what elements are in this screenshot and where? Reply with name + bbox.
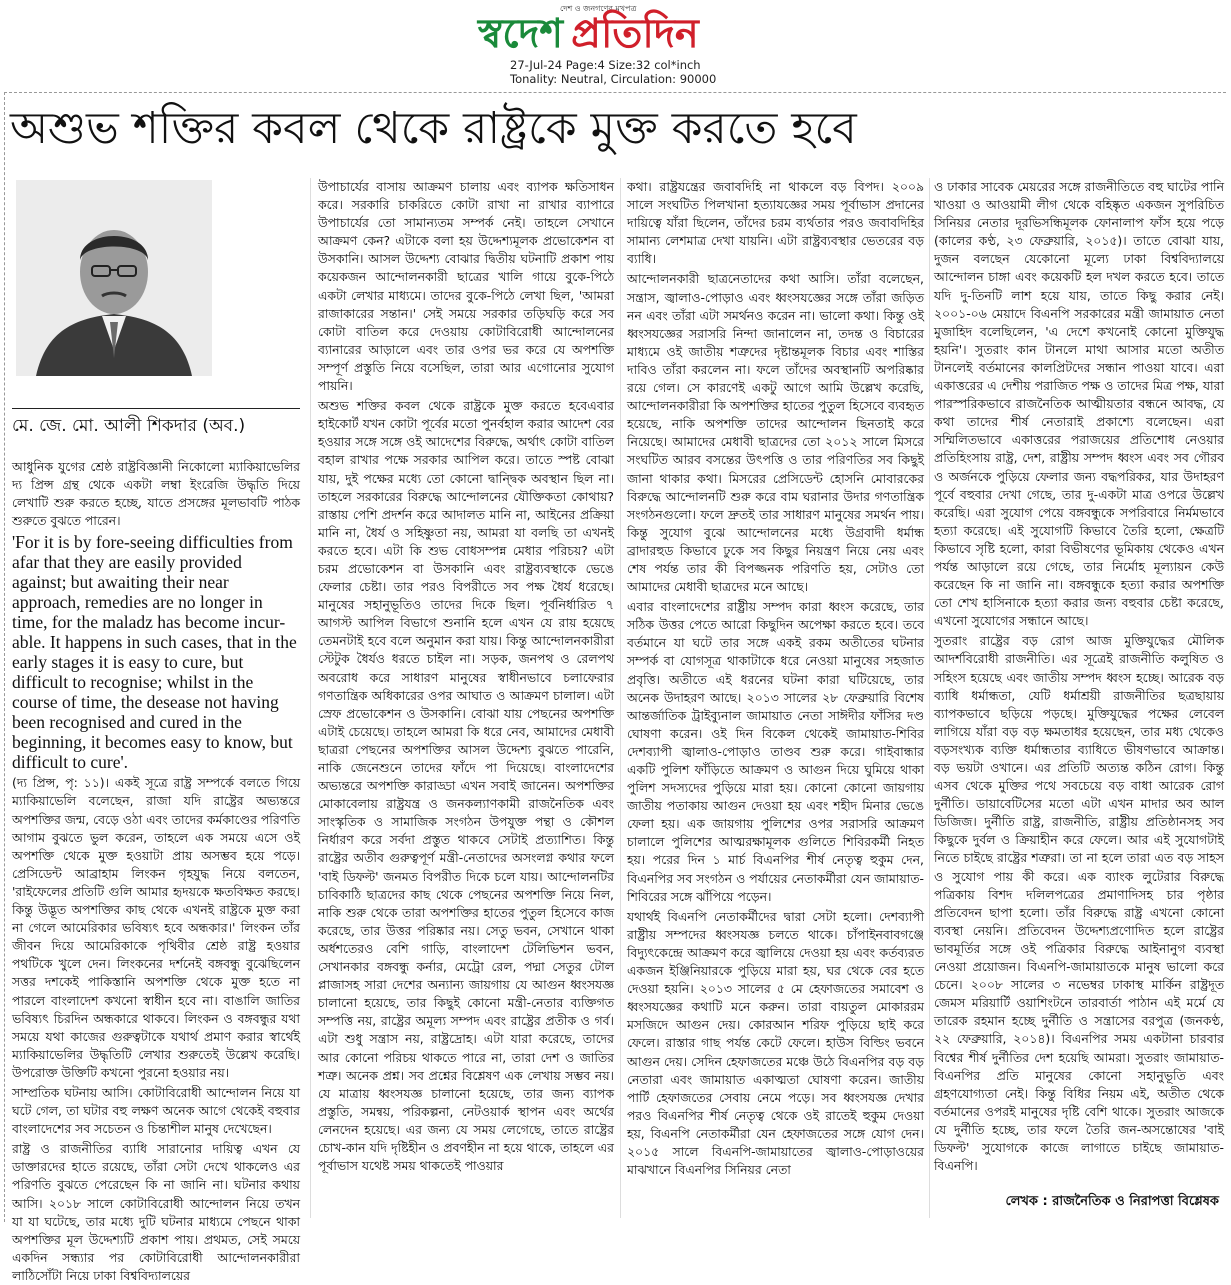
article-column-4 bbox=[934, 178, 1224, 1182]
article-byline: মে. জে. মো. আলী শিকদার (অব.) bbox=[12, 416, 246, 436]
column-3-paragraph: কথা। রাষ্ট্রযন্ত্রের জবাবদিহি না থাকলে বড় বিপদ। ২০০৯ সালে সংঘটিত পিলখানা হত্যাযজ্ঞের সময় পূর্বাভাস প্রদানের দায়িত্বে যাঁরা ছিলেন, তাঁদের চরম ব্যর্থতার পরও জবাবদিহির সামান্য লেশমাত্র দেখা যায়নি। এটা রাষ্ট্রব্যবস্থার ভেতরের বড় ব্যাধি। bbox=[627, 179, 924, 267]
author-credit: লেখক : রাজনৈতিক ও নিরাপত্তা বিশ্লেষক bbox=[1005, 1194, 1219, 1209]
column-1-paragraph: আধুনিক যুগের শ্রেষ্ঠ রাষ্ট্রবিজ্ঞানী নিকোলো ম্যাকিয়াভেলির দ্য প্রিন্স গ্রন্থ থেকে একটা লম্বা ইংরেজি উদ্ধৃতি দিয়ে লেখাটি শুরু করতে হচ্ছে, যাতে প্রসঙ্গের মূলভাবটি পাঠক শুরুতে বুঝতে পারেন। bbox=[12, 459, 300, 529]
column-1-paragraph: রাষ্ট্র ও রাজনীতির ব্যাধি সারানোর দায়িত্ব এখন যে ডাক্তারদের হাতে রয়েছে, তাঁরা সেটা দেখে থাকলেও এর পরিণতি বুঝতে পেরেছেন কি না জানি না। ঘটনার কথায় আসি। ২০১৮ সালে কোটাবিরোধী আন্দোলন নিয়ে তখন যা যা ঘটেছে, তার মধ্যে দুটি ঘটনার মাধ্যমে পেছনে থাকা অপশক্তির মূল উদ্দেশ্যটি প্রকাশ পায়। প্রথমত, সেই সময়ে একদিন সন্ধ্যার পর কোটাবিরোধী আন্দোলনকারীরা লাঠিসোঁটা নিয়ে ঢাকা বিশ্ববিদ্যালয়ের bbox=[12, 1141, 300, 1283]
clipping-meta bbox=[510, 58, 716, 86]
column-3-paragraph: যথার্থই বিএনপি নেতাকর্মীদের দ্বারা সেটা হলো। দেশব্যাপী রাষ্ট্রীয় সম্পদের ধ্বংসযজ্ঞ চলতে থাকে। চাঁপাইনবাবগঞ্জে বিদ্যুৎকেন্দ্রে আক্রমণ করে জ্বালিয়ে দেওয়া হয় এবং কর্তব্যরত একজন ইঞ্জিনিয়ারকে পুড়িয়ে মারা হয়, ঘর থেকে বের হতে দেওয়া হয়নি। ২০১৩ সালের ৫ মে হেফাজতের সমাবেশ ও ধ্বংসযজ্ঞের কথাটি মনে করুন। তারা বায়তুল মোকাররম মসজিদে আগুন দেয়। কোরআন শরিফ পুড়িয়ে ছাই করে ফেলে। রাস্তার গাছ পর্যন্ত কেটে ফেলে। হাউস বিল্ডিং ভবনে আগুন দেয়। সেদিন হেফাজতের মঞ্চে উঠে বিএনপির বড় বড় নেতারা এবং জামায়াত একাত্মতা ঘোষণা করেন। জাতীয় পার্টি হেফাজতের সেবায় নেমে পড়ে। সব ধ্বংসযজ্ঞ দেখার পরও বিএনপির শীর্ষ নেতৃত্ব থেকে ওই রাতেই হুকুম দেওয়া হয়, বিএনপি নেতাকর্মীরা যেন হেফাজতের সঙ্গে যোগ দেন। ২০১৫ সালে বিএনপি-জামায়াতের জ্বালাও-পোড়াওয়ের মাঝখানে বিএনপির সিনিয়র নেতা bbox=[627, 908, 924, 1178]
clipping-meta-line-1: 27-Jul-24 Page:4 Size:32 col*inch bbox=[510, 58, 701, 72]
column-divider bbox=[929, 178, 930, 1218]
article-column-3 bbox=[627, 178, 924, 1220]
english-quote: 'For it is by fore-seeing difficulties from afar that they are easily provided against; but awaiting their near approach, remedies are no longer in time, for the maladz has become incur-able. It happens in such cases, that in the early stages it is easy to cure, but difficult to recognise; whilst in the course of time, the desease not having been recognised and cured in the beginning, it becomes easy to know, but difficult to cure'. bbox=[12, 532, 297, 773]
column-1-paragraph: (দ্য প্রিন্স, পৃ: ১১)। একই সূত্রে রাষ্ট্র সম্পর্কে বলতে গিয়ে ম্যাকিয়াভেলি বলেছেন, রাজা যদি রাষ্ট্রের অভ্যন্তরে অপশক্তির জন্ম, বেড়ে ওঠা এবং তাদের কর্মকাণ্ডের পরিণতি আগাম বুঝতে ভুল করেন, তাহলে এক সময়ে এসে ওই অপশক্তি থেকে মুক্ত হওয়াটা প্রায় অসম্ভব হয়ে পড়ে। প্রেসিডেন্ট আব্রাহাম লিংকন গৃহযুদ্ধ নিয়ে বলতেন, 'রাইফেলের প্রতিটি গুলি আমার হৃদয়কে ক্ষতবিক্ষত করছে। কিন্তু উদ্ভূত অপশক্তির কাছ থেকে এখনই রাষ্ট্রকে মুক্ত করা না গেলে আমেরিকার ভবিষ্যৎ হবে অন্ধকার।' লিংকন তাঁর জীবন দিয়ে আমেরিকাকে পৃথিবীর শ্রেষ্ঠ রাষ্ট্র হওয়ার পথটিকে খুলে দেন। লিংকনের দর্শনেই বঙ্গবন্ধু বুঝেছিলেন সত্তর দশকেই পাকিস্তানি অপশক্তি থেকে মুক্ত হতে না পারলে বাংলাদেশ কখনো স্বাধীন হবে না। বাঙালি জাতির ভবিষ্যৎ চিরদিন অন্ধকারে থাকবে। লিংকন ও বঙ্গবন্ধুর যথা সময়ে যথা কাজের গুরুত্বটাকে যথার্থ প্রমাণ করার স্বার্থেই ম্যাকিয়াভেলির উদ্ধৃতিটি লেখার শুরুতেই উল্লেখ করেছি। উপরোক্ত উক্তিটি কখনো পুরনো হওয়ার নয়। bbox=[12, 775, 300, 1080]
column-1-paragraph: সাম্প্রতিক ঘটনায় আসি। কোটাবিরোধী আন্দোলন নিয়ে যা ঘটে গেল, তা ঘটার বহু লক্ষণ অনেক আগে থেকেই বহুবার বাংলাদেশের সব সচেতন ও চিন্তাশীল মানুষ দেখেছেন। bbox=[12, 1084, 300, 1137]
column-2-paragraph: অশুভ শক্তির কবল থেকে রাষ্ট্রকে মুক্ত করতে হবেএবার হাইকোর্ট যখন কোটা পূর্বের মতো পুনর্বহাল করার আদেশ বের হওয়ার সঙ্গে সঙ্গে ওই আদেশের বিরুদ্ধে, অর্থাৎ কোটা বাতিল বহাল রাখার পক্ষে সরকার আপিল করে। তাতে স্পষ্ট বোঝা যায়, দুই পক্ষের মধ্যে তো কোনো দ্বান্দ্বিক অবস্থান ছিল না। তাহলে সরকারের বিরুদ্ধে আন্দোলনের যৌক্তিকতা কোথায়? রাস্তায় পেশি প্রদর্শন করে আদালত মানি না, আইনের প্রক্রিয়া মানি না, ধৈর্য ও সহিষ্ণুতা নয়, আমরা যা বলছি তা এখনই করতে হবে। এটা কি শুভ বোধসম্পন্ন মেধার পরিচয়? এটা চরম প্রভোকেশন বা উসকানি এবং রাষ্ট্রব্যবস্থাকে ভেঙে ফেলার চেষ্টা। তার পরও বিপরীতে সব পক্ষ ধৈর্য ধরেছে। মানুষের সহানুভূতিও তাদের দিকে ছিল। পূর্বনির্ধারিত ৭ আগস্ট আপিল বিভাগে শুনানি হলে এখন যে রায় হয়েছে তেমনটাই হবে বলে অনুমান করা যায়। কিন্তু আন্দোলনকারীরা স্টেটুক ধৈর্যও ধরতে চাইল না। সড়ক, জনপথ ও রেলপথ অবরোধ করে সাধারণ মানুষের স্বাধীনভাবে চলাফেরার গণতান্ত্রিক অধিকারের ওপর আঘাত ও আক্রমণ চালাল। এটা স্রেফ প্রভোকেশন ও উসকানি। বোঝা যায় পেছনের অপশক্তি এটাই চেয়েছে। তাহলে আমরা কি ধরে নেব, আমাদের মেধাবী ছাত্ররা পেছনের অপশক্তির আসল উদ্দেশ্য বুঝতে পারেনি, নাকি জেনেশুনে তাদের ফাঁদে পা দিয়েছে। বাংলাদেশের অভ্যন্তরে অপশক্তি কারাড্ডা এখন সবাই জানেন। অপশক্তির মোকাবেলায় রাষ্ট্রযন্ত্র ও জনকল্যাণকামী রাজনৈতিক এবং সাংস্কৃতিক ও সামাজিক সংগঠন উপযুক্ত পন্থা ও কৌশল নির্ধারণ করে সর্বদা প্রস্তুত থাকবে সেটাই প্রত্যাশিত। কিন্তু রাষ্ট্রের অতীব গুরুত্বপূর্ণ মন্ত্রী-নেতাদের অসংলগ্ন কথার ফলে 'বাই ডিফল্ট' জনমত বিপরীত দিকে চলে যায়। আন্দোলনটির চাবিকাঠি ছাত্রদের কাছ থেকে পেছনের অপশক্তি নিয়ে নিল, নাকি শুরু থেকে তারা অপশক্তির হাতের পুতুল হিসেবে কাজ করেছে, তার উত্তর পরিষ্কার নয়। সেতু ভবন, সেখানে থাকা অর্ধশতেরও বেশি গাড়ি, বাংলাদেশ টেলিভিশন ভবন, সেখানকার বঙ্গবন্ধু কর্নার, মেট্রো রেল, পদ্মা সেতুর টোল প্লাজাসহ সারা দেশের অন্যান্য জায়গায় যে আগুন ধ্বংসযজ্ঞ চালানো হয়েছে, তার কিছুই কোনো মন্ত্রী-নেতার ব্যক্তিগত সম্পত্তি নয়, রাষ্ট্রের অমূল্য সম্পদ এবং রাষ্ট্রের প্রতীক ও গর্ব। এটা শুধু সন্ত্রাস নয়, রাষ্ট্রদ্রোহ। এটা যারা করেছে, তাদের আর কোনো পরিচয় থাকতে পারে না, তারা দেশ ও জাতির শত্রু। অনেক প্রশ্ন। সব প্রশ্নের বিশ্লেষণ এক লেখায় সম্ভব নয়। যে মাত্রায় ধ্বংসযজ্ঞ চালানো হয়েছে, তার জন্য ব্যাপক প্রস্তুতি, সমন্বয়, পরিকল্পনা, নেটওয়ার্ক স্থাপন এবং অর্থের লেনদেন হয়েছে। এর জন্য যে সময় লেগেছে, তাতে রাষ্ট্রের চোখ-কান যদি দৃষ্টিহীন ও প্রবণহীন না হয়ে থাকে, তাহলে এর পূর্বাভাস যথেষ্ট সময় থাকতেই পাওয়ার bbox=[318, 398, 614, 1174]
column-3-paragraph: এবার বাংলাদেশের রাষ্ট্রীয় সম্পদ কারা ধ্বংস করেছে, তার সঠিক উত্তর পেতে আরো কিছুদিন অপেক্ষা করতে হবে। তবে বর্তমানে যা ঘটে তার সঙ্গে একই রকম অতীতের ঘটনার সম্পর্ক বা যোগসূত্র থাকাটাকে ধরে নেওয়া মানুষের সহজাত প্রবৃত্তি। অতীতে এই ধরনের ঘটনা কারা ঘটিয়েছে, তার অনেক উদাহরণ আছে। ২০১৩ সালের ২৮ ফেব্রুয়ারি বিশেষ আন্তর্জাতিক ট্রাইব্যুনাল জামায়াত নেতা সাঈদীর ফাঁসির দণ্ড ঘোষণা করেন। ওই দিন বিকেল থেকেই জামায়াত-শিবির দেশব্যাপী জ্বালাও-পোড়াও তাণ্ডব শুরু করে। গাইবান্ধার একটি পুলিশ ফাঁড়িতে আক্রমণ ও আগুন দিয়ে ঘুমিয়ে থাকা পুলিশ সদস্যদের পুড়িয়ে মারা হয়। কোনো কোনো জায়গায় জাতীয় পতাকায় আগুন দেওয়া হয় এবং শহীদ মিনার ভেঙে ফেলা হয়। এক জায়গায় পুলিশের ওপর সরাসরি আক্রমণ চালালে পুলিশের আত্মরক্ষামূলক গুলিতে শিবিরকর্মী নিহত হয়। পরের দিন ১ মার্চ বিএনপির শীর্ষ নেতৃত্ব হুকুম দেন, বিএনপির সব সংগঠন ও পর্যায়ের নেতাকর্মীরা যেন জামায়াত-শিবিরের সঙ্গে ঝাঁপিয়ে পড়েন। bbox=[627, 599, 924, 904]
author-portrait bbox=[16, 180, 212, 376]
clipping-edge-top bbox=[4, 92, 1226, 93]
column-3-paragraph: আন্দোলনকারী ছাত্রনেতাদের কথা আসি। তাঁরা বলেছেন, সন্ত্রাস, জ্বালাও-পোড়াও এবং ধ্বংসযজ্ঞের সঙ্গে তাঁরা জড়িত নন এবং তাঁরা এটা সমর্থনও করেন না। ভালো কথা। কিন্তু ওই ধ্বংসযজ্ঞের সরাসরি নিন্দা জানালেন না, তদন্ত ও বিচারের মাধ্যমে ওই জাতীয় শত্রুদের দৃষ্টান্তমূলক বিচার এবং শাস্তির দাবিও তাঁরা করলেন না। ফলে তাঁদের অবস্থানটি অপরিষ্কার রয়ে গেল। সে কারণেই একটু আগে আমি উল্লেখ করেছি, আন্দোলনকারীরা কি অপশক্তির হাতের পুতুল হিসেবে ব্যবহৃত হয়েছে, নাকি অপশক্তি তাদের আন্দোলন ছিনতাই করে নিয়েছে। আমাদের মেধাবী ছাত্রদের তো ২০১২ সালে মিসরে সংঘটিত আরব বসন্তের উৎপত্তি ও তার পরিণতির সব কিছুই জানা থাকার কথা। মিসরের প্রেসিডেন্ট হোসনি মোবারকের বিরুদ্ধে আন্দোলনটি শুরু করে বাম ঘরানার উদার গণতান্ত্রিক সংগঠনগুলো। ফলে দ্রুতই তার সাধারণ মানুষের সমর্থন পায়। কিন্তু সুযোগ বুঝে আন্দোলনের মধ্যে উগ্রবাদী ধর্মান্ধ ব্রাদারহুড কিভাবে ঢুকে সব কিছুর নিয়ন্ত্রণ নিয়ে নেয় এবং শেষ পর্যন্ত তার কী বিপজ্জনক পরিণতি হয়, সেটাও তো আমাদের মেধাবী ছাত্রদের মনে আছে। bbox=[627, 271, 924, 595]
article-column-2 bbox=[318, 178, 614, 1220]
masthead-tagline: দেশ ও জনগণের মুখপত্র bbox=[560, 4, 637, 13]
article-headline: অশুভ শক্তির কবল থেকে রাষ্ট্রকে মুক্ত করতে হবে bbox=[10, 103, 857, 154]
logo-part-2: প্রতিদিন bbox=[571, 10, 699, 57]
column-divider bbox=[620, 178, 621, 1218]
masthead bbox=[0, 0, 1231, 92]
portrait-illustration bbox=[16, 180, 212, 376]
byline-rule bbox=[12, 408, 300, 409]
article-column-1 bbox=[12, 458, 300, 1283]
newspaper-logo bbox=[478, 10, 758, 58]
clipping-meta-line-2: Tonality: Neutral, Circulation: 90000 bbox=[510, 72, 717, 86]
clipping-edge-left bbox=[4, 92, 5, 1222]
column-divider bbox=[310, 178, 311, 1218]
column-4-paragraph: ও ঢাকার সাবেক মেয়রের সঙ্গে রাজনীতিতে বহু ঘাটের পানি খাওয়া ও আওয়ামী লীগ থেকে বহিষ্কৃত একজন সুপরিচিত সিনিয়র নেতার দূরভিসন্ধিমূলক ফোনালাপ ফাঁস হয়ে পড়ে (কালের কণ্ঠ, ২৩ ফেব্রুয়ারি, ২০১৫)। তাতে বোঝা যায়, দুজন বলছেন যেকোনো মূল্যে ঢাকা বিশ্ববিদ্যালয়ে আন্দোলন চাঙ্গা এবং কয়েকটি হল দখল করতে হবে। তাতে যদি দু-তিনটি লাশ হয়ে যায়, তাতে কিছু করার নেই। ২০০১-০৬ মেয়াদে বিএনপি সরকারের মন্ত্রী জামায়াত নেতা মুজাহিদ বলেছিলেন, 'এ দেশে কখনোই কোনো মুক্তিযুদ্ধ হয়নি'। সুতরাং কান টানলে মাথা আসার মতো অতীত টানলেই বর্তমানের কালপ্রিটদের সন্ধান পাওয়া যাবে। এরা একাত্তরের এ দেশীয় পরাজিত পক্ষ ও তাদের মিত্র পক্ষ, যারা পারস্পরিকভাবে রাজনৈতিক আত্মীয়তার বন্ধনে আবদ্ধ, যে কথা তাদের শীর্ষ নেতারাই প্রকাশ্যে বলেছেন। এরা সম্মিলিতভাবে একাত্তরের পরাজয়ের প্রতিশোধ নেওয়ার প্রতিহিংসায় রাষ্ট্র, দেশ, রাষ্ট্রীয় সম্পদ ধ্বংস এবং সব গৌরব ও অর্জনকে পুড়িয়ে ফেলার জন্য বদ্ধপরিকর, যার উদাহরণ পূর্বে বহুবার দেখা গেছে, তার দু-একটা মাত্র ওপরে উল্লেখ করেছি। এরা সুযোগ পেয়ে বঙ্গবন্ধুকে সপরিবারে নির্মমভাবে হত্যা করেছে। এই সুযোগটি কিভাবে তৈরি হলো, ক্ষেত্রটি কিভাবে সৃষ্টি হলো, কারা বিভীষণের ভূমিকায় থেকেও এখন পর্যন্ত আড়ালে রয়ে গেছে, তার নির্মোহ মূল্যায়ন কেউ করেছেন কি না জানি না। বঙ্গবন্ধুকে হত্যা করার অপশক্তি তো শেখ হাসিনাকে হত্যা করার জন্য বহুবার চেষ্টা করেছে, এখনো সুযোগের সন্ধানে আছে। bbox=[934, 179, 1224, 629]
column-2-paragraph: উপাচার্যের বাসায় আক্রমণ চালায় এবং ব্যাপক ক্ষতিসাধন করে। সরকারি চাকরিতে কোটা রাখা না রাখার ব্যাপারে উপাচার্যের তো সামান্যতম সম্পর্ক নেই। তাহলে সেখানে আক্রমণ কেন? এটাকে বলা হয় উদ্দেশ্যমূলক প্রভোকেশন বা উসকানি। আসল উদ্দেশ্য বোঝার দ্বিতীয় ঘটনাটি প্রকাশ পায় কয়েকজন আন্দোলনকারী ছাত্রের খালি গায়ে বুকে-পিঠে একটা লেখার মাধ্যমে। তাদের বুকে-পিঠে লেখা ছিল, 'আমরা রাজাকারের সন্তান।' সেই সময়ে সরকার তড়িঘড়ি করে সব কোটা বাতিল করে দেওয়ায় কোটাবিরোধী আন্দোলনের ব্যানারের আড়ালে এবং তার ওপর ভর করে যে অপশক্তি সম্পূর্ণ প্রস্তুতি নিয়ে বসেছিল, তারা আর এগোনোর সুযোগ পায়নি। bbox=[318, 179, 614, 394]
logo-part-1: স্বদেশ bbox=[478, 10, 564, 57]
column-4-paragraph: সুতরাং রাষ্ট্রের বড় রোগ আজ মুক্তিযুদ্ধের মৌলিক আদর্শবিরোধী রাজনীতি। এর সূত্রেই রাজনীতি কলুষিত ও সহিংস হয়েছে এবং জাতীয় সম্পদ ধ্বংস হচ্ছে। আরেক বড় ব্যাধি ধর্মান্ধতা, যেটি ধর্মাশ্রয়ী রাজনীতির ছত্রছায়ায় ব্যাপকভাবে ছড়িয়ে পড়ছে। মুক্তিযুদ্ধের পক্ষের লেবেল লাগিয়ে যাঁরা বড় বড় ক্ষমতাধর হয়েছেন, তার মধ্য থেকেও বড়সংখ্যক ব্যক্তি ধর্মান্ধতার ব্যাধিতে ভীষণভাবে আক্রান্ত। বড় ভয়টা ওখানে। এর প্রতিটি অত্যন্ত কঠিন রোগ। কিন্তু এসব থেকে মুক্তির পথে সবচেয়ে বড় বাধা আরেক রোগ দুর্নীতি। ডায়াবেটিসের মতো এটা এখন মাদার অব আল ডিজিজ। দুর্নীতি রাষ্ট্র, রাজনীতি, রাষ্ট্রীয় প্রতিষ্ঠানসহ সব কিছুকে দুর্বল ও ক্রিয়াহীন করে ফেলে। আর এই সুযোগটাই নিতে চাইছে রাষ্ট্রের শত্রুরা। তা না হলে তারা এত বড় সাহস ও সুযোগ পায় কী করে। এক ব্যাংক লুটেরার বিরুদ্ধে পত্রিকায় বিশদ দলিলপত্রের প্রমাণাদিসহ চার পৃষ্ঠার প্রতিবেদন ছাপা হলো। তাঁর বিরুদ্ধে রাষ্ট্র এখনো কোনো ব্যবস্থা নেয়নি। প্রতিবেদন উদ্দেশ্যপ্রণোদিত হলে রাষ্ট্রের ভাবমূর্তির সঙ্গে ওই পত্রিকার বিরুদ্ধে আইনানুগ ব্যবস্থা নেওয়া প্রয়োজন। বিএনপি-জামায়াতকে মানুষ ভালো করে চেনে। ২০০৮ সালের ৩ নভেম্বর ঢাকাস্থ মার্কিন রাষ্ট্রদূত জেমস মরিয়ার্টি ওয়াশিংটনে তারবার্তা পাঠান এই মর্মে যে তারেক রহমান হচ্ছে দুর্নীতি ও সন্ত্রাসের বরপুত্র (জনকণ্ঠ, ২২ ফেব্রুয়ারি, ২০১৪)। বিএনপির সময় একটানা চারবার বিশ্বের শীর্ষ দুর্নীতির দেশ হয়েছি আমরা। সুতরাং জামায়াত-বিএনপির প্রতি মানুষের কোনো সহানুভূতি এবং গ্রহণযোগ্যতা নেই। কিন্তু বিধির নিয়ম এই, অতীত থেকে বর্তমানের ওপরই মানুষের দৃষ্টি বেশি থাকে। সুতরাং আজকে যে দুর্নীতি হচ্ছে, তার ফলে তৈরি জন-অসন্তোষের 'বাই ডিফল্ট' সুযোগকে কাজে লাগাতে চাইছে জামায়াত-বিএনপি। bbox=[934, 633, 1224, 1174]
